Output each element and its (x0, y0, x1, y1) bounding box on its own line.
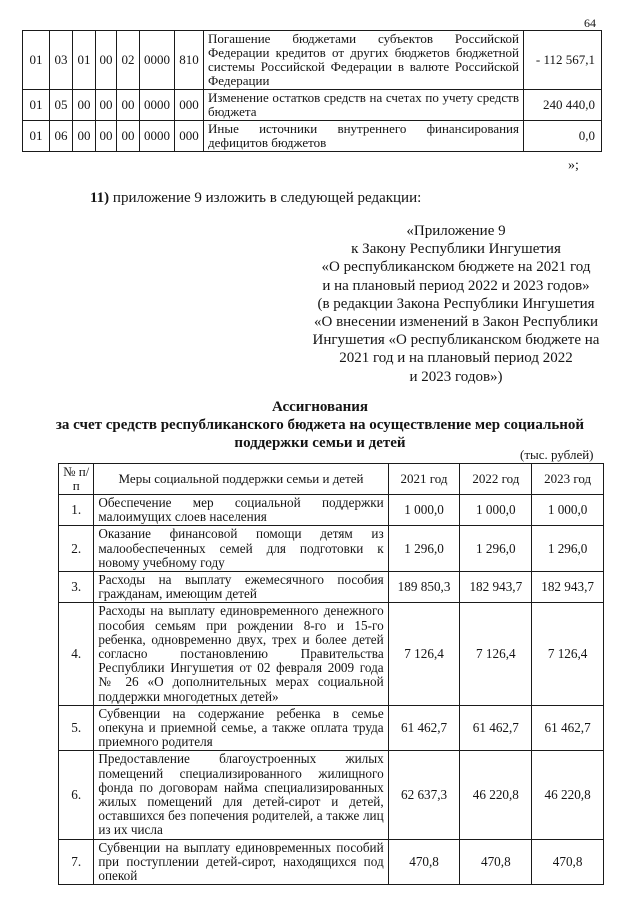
appendix-line: 2021 год и на плановый период 2022 (339, 350, 573, 367)
code-cell: 00 (117, 121, 140, 152)
measure-description-cell: Обеспечение мер социальной поддержки малоимущих слоев населения (94, 495, 388, 526)
header-num: № п/п (59, 464, 94, 495)
value-2021-cell: 7 126,4 (388, 603, 460, 705)
amount-cell: 240 440,0 (524, 90, 602, 121)
measure-description-cell: Субвенции на содержание ребенка в семье опекуна и приемной семье, а также оплата труда приемного родителя (94, 705, 388, 751)
row-number-cell: 7. (59, 839, 94, 885)
amount-cell: - 112 567,1 (524, 31, 602, 90)
code-cell: 00 (96, 31, 117, 90)
code-cell: 03 (50, 31, 73, 90)
measure-description-cell: Расходы на выплату ежемесячного пособия гражданам, имеющим детей (94, 572, 388, 603)
code-cell: 000 (175, 90, 204, 121)
value-2021-cell: 62 637,3 (388, 751, 460, 839)
table-row (59, 603, 604, 705)
code-cell: 0000 (140, 31, 175, 90)
table-row (23, 90, 602, 121)
document-subtitle-line2: поддержки семьи и детей (234, 435, 406, 451)
appendix-line: «О внесении изменений в Закон Республики (313, 314, 599, 331)
row-number-cell: 4. (59, 603, 94, 705)
value-2023-cell: 182 943,7 (532, 572, 604, 603)
code-cell: 00 (96, 90, 117, 121)
description-cell: Иные источники внутреннего финансирования дефицитов бюджетов (204, 121, 524, 152)
paragraph-number: 11) (90, 190, 110, 206)
value-2021-cell: 1 296,0 (388, 526, 460, 572)
header-2022: 2022 год (460, 464, 532, 495)
table-row (59, 751, 604, 839)
value-2022-cell: 7 126,4 (460, 603, 532, 705)
table-row (59, 495, 604, 526)
value-2022-cell: 182 943,7 (460, 572, 532, 603)
value-2023-cell: 470,8 (532, 839, 604, 885)
row-number-cell: 3. (59, 572, 94, 603)
value-2022-cell: 470,8 (460, 839, 532, 885)
row-number-cell: 5. (59, 705, 94, 751)
table-row (59, 705, 604, 751)
appendix-line: «Приложение 9 (406, 223, 506, 239)
appendix-line: «О республиканском бюджете на 2021 год (321, 259, 591, 276)
code-cell: 00 (96, 121, 117, 152)
value-2023-cell: 1 296,0 (532, 526, 604, 572)
appendix-line: к Закону Республики Ингушетия (351, 241, 561, 258)
value-2022-cell: 1 000,0 (460, 495, 532, 526)
appendix-line: и на плановый период 2022 и 2023 годов» (322, 277, 590, 294)
value-2023-cell: 7 126,4 (532, 603, 604, 705)
code-cell: 05 (50, 90, 73, 121)
code-cell: 0000 (140, 121, 175, 152)
amount-cell: 0,0 (524, 121, 602, 152)
code-cell: 01 (23, 31, 50, 90)
measure-description-cell: Оказание финансовой помощи детям из малообеспеченных семей для подготовки к новому учебному году (94, 526, 388, 572)
page-number: 64 (584, 16, 596, 30)
amendment-paragraph (90, 190, 421, 207)
measure-description-cell: Расходы на выплату единовременного денежного пособия семьям при рождении 8-го и 15-го ребенка, одновременно двух, трех и более детей согласно постановлению Правительства Республики Ингушетия от 02 февраля 2009 года № 26 «О дополнительных мерах социальной поддержки многодетных детей» (94, 603, 388, 705)
code-cell: 000 (175, 121, 204, 152)
header-2023: 2023 год (532, 464, 604, 495)
value-2023-cell: 61 462,7 (532, 705, 604, 751)
code-cell: 01 (23, 90, 50, 121)
paragraph-text: приложение 9 изложить в следующей редакции: (112, 190, 422, 206)
units-note: (тыс. рублей) (520, 447, 594, 462)
value-2021-cell: 1 000,0 (388, 495, 460, 526)
document-subtitle-line1: за счет средств республиканского бюджета на осуществление мер социальной (55, 417, 585, 433)
description-cell: Погашение бюджетами субъектов Российской Федерации кредитов от других бюджетов бюджетной системы Российской Федерации в валюте Российской Федерации (204, 31, 524, 90)
table-row (59, 572, 604, 603)
row-number-cell: 1. (59, 495, 94, 526)
description-cell: Изменение остатков средств на счетах по учету средств бюджета (204, 90, 524, 121)
appendix-header (296, 222, 616, 386)
value-2022-cell: 46 220,8 (460, 751, 532, 839)
closing-quote-mark: »; (568, 158, 579, 173)
table-row (59, 526, 604, 572)
code-cell: 00 (73, 90, 96, 121)
appendix-line: и 2023 годов») (409, 368, 503, 385)
header-2021: 2021 год (388, 464, 460, 495)
value-2022-cell: 61 462,7 (460, 705, 532, 751)
table-row (23, 31, 602, 90)
code-cell: 0000 (140, 90, 175, 121)
table-header-row (59, 464, 604, 495)
document-title: Ассигнования (272, 399, 368, 415)
value-2021-cell: 189 850,3 (388, 572, 460, 603)
code-cell: 810 (175, 31, 204, 90)
table-row (59, 839, 604, 885)
code-cell: 00 (73, 121, 96, 152)
value-2021-cell: 61 462,7 (388, 705, 460, 751)
value-2022-cell: 1 296,0 (460, 526, 532, 572)
measure-description-cell: Субвенции на выплату единовременных пособий при поступлении детей-сирот, находящихся под опекой (94, 839, 388, 885)
appendix-line: (в редакции Закона Республики Ингушетия (317, 295, 595, 312)
header-measures: Меры социальной поддержки семьи и детей (94, 464, 388, 495)
code-cell: 01 (23, 121, 50, 152)
measure-description-cell: Предоставление благоустроенных жилых помещений специализированного жилищного фонда по договорам найма специализированных жилых помещений для детей-сирот и детей, оставшихся без попечения родителей, а также лиц из их числа (94, 751, 388, 839)
value-2023-cell: 1 000,0 (532, 495, 604, 526)
budget-sources-table (22, 30, 602, 152)
value-2023-cell: 46 220,8 (532, 751, 604, 839)
value-2021-cell: 470,8 (388, 839, 460, 885)
code-cell: 06 (50, 121, 73, 152)
row-number-cell: 2. (59, 526, 94, 572)
allocations-table (58, 463, 604, 885)
appendix-line: Ингушетия «О республиканском бюджете на (312, 332, 600, 349)
row-number-cell: 6. (59, 751, 94, 839)
code-cell: 00 (117, 90, 140, 121)
code-cell: 01 (73, 31, 96, 90)
code-cell: 02 (117, 31, 140, 90)
table-row (23, 121, 602, 152)
